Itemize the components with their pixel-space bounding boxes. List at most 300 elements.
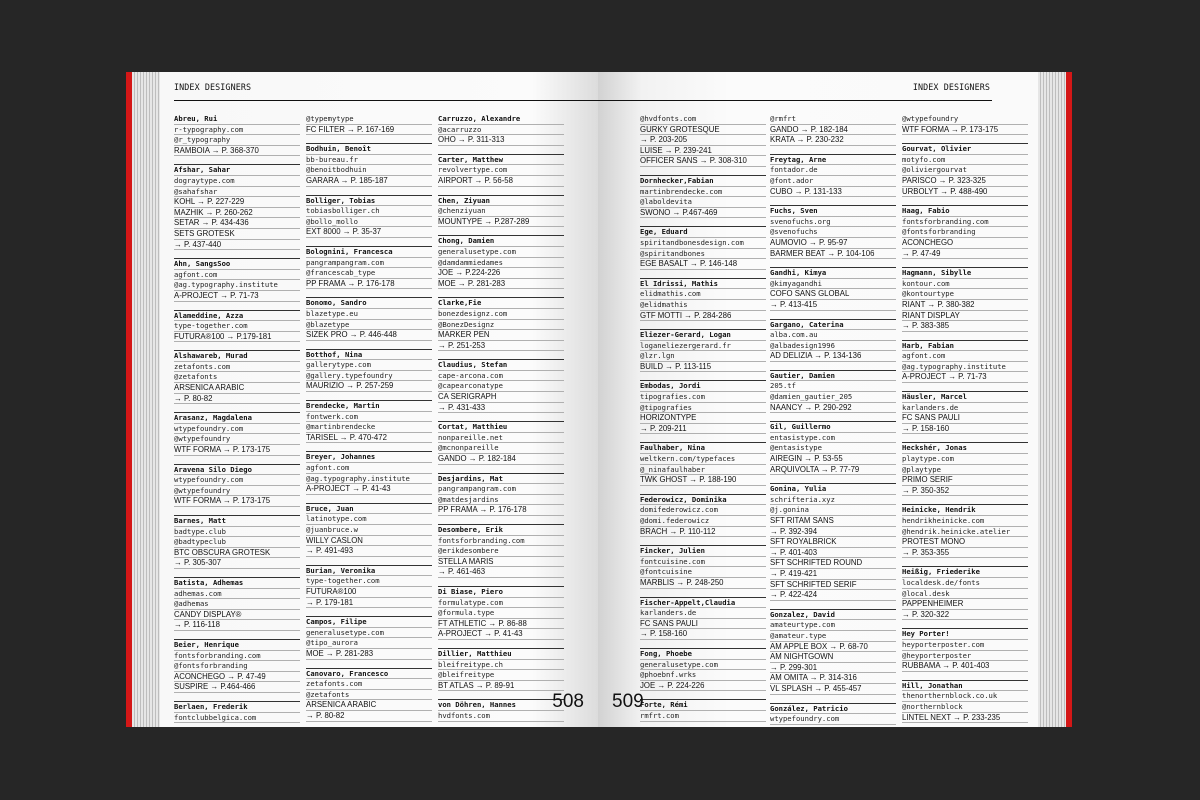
index-entry (438, 699, 564, 721)
contact-line: cape-arcona.com (438, 371, 564, 382)
contact-line: @BonezDesignz (438, 320, 564, 331)
contact-line: @kimyagandhi (770, 279, 896, 290)
index-entry (770, 114, 896, 146)
contact-line: @tipografies (640, 403, 766, 414)
designer-name: Eliezer-Gerard, Logan (640, 330, 766, 341)
contact-line: @playtype (902, 465, 1028, 476)
designer-name: Clarke,Fie (438, 298, 564, 309)
typeface-reference: TWK GHOST → P. 188-190 (640, 475, 766, 486)
typeface-reference: FUTURA®100 (306, 587, 432, 598)
index-entry (770, 319, 896, 362)
contact-line: bleifreitype.ch (438, 660, 564, 671)
index-entry (174, 114, 300, 156)
designer-name: Arasanz, Magdalena (174, 413, 300, 424)
typeface-reference: ACONCHEGO → P. 47-49 (174, 672, 300, 683)
designer-name: Faulhaber, Nina (640, 443, 766, 454)
designer-name: Dornhecker,Fabian (640, 176, 766, 187)
contact-line: spiritandbonesdesign.com (640, 238, 766, 249)
typeface-reference: → P. 350-352 (902, 486, 1028, 497)
index-entry (902, 114, 1028, 135)
contact-line: @zetafonts (306, 690, 432, 701)
contact-line: thenorthernblock.co.uk (902, 691, 1028, 702)
contact-line: bb-bureau.fr (306, 155, 432, 166)
contact-line: nonpareille.net (438, 433, 564, 444)
typeface-reference: RUBBAMA → P. 401-403 (902, 661, 1028, 672)
typeface-reference: RAMBOIA → P. 368-370 (174, 146, 300, 157)
page-number: 508 (552, 691, 584, 712)
contact-line: @benoitbodhuin (306, 165, 432, 176)
red-edge-right (1066, 72, 1072, 727)
contact-line: @wtypefoundry (902, 114, 1028, 125)
designer-name: Breyer, Johannes (306, 452, 432, 463)
typeface-reference: BUILD → P. 113-115 (640, 362, 766, 373)
contact-line: fontsforbranding.com (438, 536, 564, 547)
typeface-reference: AM APPLE BOX → P. 68-70 (770, 642, 896, 653)
designer-name: Forte, Rémi (640, 700, 766, 711)
contact-line: @matdesjardins (438, 495, 564, 506)
typeface-reference: AIRPORT → P. 56-58 (438, 176, 564, 187)
designer-name: Federowicz, Dominika (640, 495, 766, 506)
designer-name: Bruce, Juan (306, 504, 432, 515)
typeface-reference: OHO → P. 311-313 (438, 135, 564, 146)
typeface-reference: → P. 419-421 (770, 569, 896, 580)
typeface-reference: WTF FORMA → P. 173-175 (902, 125, 1028, 136)
contact-line: @spiritandbones (640, 249, 766, 260)
typeface-reference: SFT ROYALBRICK (770, 537, 896, 548)
contact-line: 205.tf (770, 381, 896, 392)
typeface-reference: COFO SANS GLOBAL (770, 289, 896, 300)
index-entry (438, 473, 564, 516)
contact-line: @laboldevita (640, 197, 766, 208)
typeface-reference: BRACH → P. 110-112 (640, 527, 766, 538)
index-entry (902, 267, 1028, 332)
typeface-reference: → P. 461-463 (438, 567, 564, 578)
designer-name: Chong, Damien (438, 236, 564, 247)
index-column (640, 114, 766, 727)
contact-line: entasistype.com (770, 433, 896, 444)
contact-line: @heyporterposter (902, 651, 1028, 662)
designer-name: Ahn, SangsSoo (174, 259, 300, 270)
contact-line: @wtypefoundry (174, 486, 300, 497)
designer-name: Gargano, Caterina (770, 320, 896, 331)
index-entry (640, 494, 766, 537)
typeface-reference: FC FILTER → P. 167-169 (306, 125, 432, 136)
typeface-reference: AM NIGHTGOWN (770, 652, 896, 663)
index-entry (902, 391, 1028, 434)
designer-name: Gandhi, Kimya (770, 268, 896, 279)
contact-line: @erikdesombere (438, 546, 564, 557)
typeface-reference: → P. 209-211 (640, 424, 766, 435)
index-entry (770, 205, 896, 259)
typeface-reference: FUTURA®100 → P.179-181 (174, 332, 300, 343)
index-entry (306, 616, 432, 659)
contact-line: formulatype.com (438, 598, 564, 609)
typeface-reference: SETS GROTESK (174, 229, 300, 240)
typeface-reference: BT ATLAS → P. 89-91 (438, 681, 564, 692)
contact-line: pangrampangram.com (306, 258, 432, 269)
designer-name: González, Patricio (770, 704, 896, 715)
typeface-reference: BTC OBSCURA GROTESK (174, 548, 300, 559)
contact-line: @chenziyuan (438, 206, 564, 217)
designer-name: Campos, Filipe (306, 617, 432, 628)
designer-name: Heinicke, Hendrik (902, 505, 1028, 516)
typeface-reference: MOUNTYPE → P.287-289 (438, 217, 564, 228)
index-entry (306, 114, 432, 135)
designer-name: Ege, Eduard (640, 227, 766, 238)
index-entry (438, 297, 564, 351)
contact-line: badtype.club (174, 527, 300, 538)
contact-line: @phoebnf.wrks (640, 670, 766, 681)
typeface-reference: → P. 320-322 (902, 610, 1028, 621)
right-page (598, 72, 1038, 727)
contact-line: zetafonts.com (174, 362, 300, 373)
designer-name: Desjardins, Mat (438, 474, 564, 485)
typeface-reference: OFFICER SANS → P. 308-310 (640, 156, 766, 167)
designer-name: Fincker, Julien (640, 546, 766, 557)
designer-name: El Idrissi, Mathis (640, 279, 766, 290)
typeface-reference: STELLA MARIS (438, 557, 564, 568)
designer-name: Canovaro, Francesco (306, 669, 432, 680)
header-rule (174, 100, 598, 101)
contact-line: kontour.com (902, 279, 1028, 290)
designer-name: Gonzalez, David (770, 610, 896, 621)
designer-name: Di Biase, Piero (438, 587, 564, 598)
designer-name: Afshar, Sahar (174, 165, 300, 176)
typeface-reference: ARSENICA ARABIC (306, 700, 432, 711)
typeface-reference: → P. 158-160 (902, 424, 1028, 435)
contact-line: @zetafonts (174, 372, 300, 383)
contact-line: fontsforbranding.com (902, 217, 1028, 228)
typeface-reference: PROTEST MONO (902, 537, 1028, 548)
designer-name: Abreu, Rui (174, 114, 300, 125)
index-entry (640, 380, 766, 434)
contact-line: generalusetype.com (438, 247, 564, 258)
designer-name: Botthof, Nina (306, 350, 432, 361)
typeface-reference: BARMER BEAT → P. 104-106 (770, 249, 896, 260)
index-entry (438, 154, 564, 187)
contact-line: @fontsforbranding (902, 227, 1028, 238)
typeface-reference: EXT 8000 → P. 35-37 (306, 227, 432, 238)
contact-line: amateurtype.com (770, 620, 896, 631)
typeface-reference: MARBLIS → P. 248-250 (640, 578, 766, 589)
typeface-reference: → P. 422-424 (770, 590, 896, 601)
contact-line: @francescab_type (306, 268, 432, 279)
typeface-reference: KOHL → P. 227-229 (174, 197, 300, 208)
contact-line: @tipo_aurora (306, 638, 432, 649)
designer-name: Alameddine, Azza (174, 311, 300, 322)
typeface-reference: PRIMO SERIF (902, 475, 1028, 486)
contact-line: tipografies.com (640, 392, 766, 403)
index-entry (770, 609, 896, 695)
contact-line: rmfrt.com (640, 711, 766, 722)
contact-line: alba.com.au (770, 330, 896, 341)
typeface-reference: MAURIZIO → P. 257-259 (306, 381, 432, 392)
typeface-reference: MOE → P. 281-283 (306, 649, 432, 660)
typeface-reference: HORIZONTYPE (640, 413, 766, 424)
index-entry (438, 195, 564, 228)
index-entry (438, 648, 564, 691)
index-entry (174, 515, 300, 569)
typeface-reference: GANDO → P. 182-184 (770, 125, 896, 136)
typeface-reference: RIANT → P. 380-382 (902, 300, 1028, 311)
typeface-reference: SFT SCHRIFTED SERIF (770, 580, 896, 591)
open-book (126, 72, 1072, 727)
designer-name: Barnes, Matt (174, 516, 300, 527)
index-entry (306, 400, 432, 443)
contact-line: agfont.com (902, 351, 1028, 362)
designer-name: Bonomo, Sandro (306, 298, 432, 309)
typeface-reference: → P. 431-433 (438, 403, 564, 414)
contact-line: @fontcuisine (640, 567, 766, 578)
designer-name: Carruzzo, Alexandre (438, 114, 564, 125)
typeface-reference: VL SPLASH → P. 455-457 (770, 684, 896, 695)
designer-name: von Döhren, Hannes (438, 700, 564, 711)
typeface-reference: PP FRAMA → P. 176-178 (438, 505, 564, 516)
designer-name: Gil, Guillermo (770, 422, 896, 433)
contact-line: elidmathis.com (640, 289, 766, 300)
index-entry (174, 310, 300, 343)
typeface-reference: WILLY CASLON (306, 536, 432, 547)
index-entry (640, 278, 766, 321)
contact-line: @oliviergourvat (902, 165, 1028, 176)
contact-line: @r_typography (174, 135, 300, 146)
index-entry (174, 412, 300, 455)
designer-name: Cortat, Matthieu (438, 422, 564, 433)
typeface-reference: SETAR → P. 434-436 (174, 218, 300, 229)
index-entry (174, 164, 300, 250)
contact-line: motyfo.com (902, 155, 1028, 166)
contact-line: @typemytype (306, 114, 432, 125)
contact-line: bonezdesignz.com (438, 309, 564, 320)
index-entry (174, 464, 300, 507)
index-entry (306, 297, 432, 340)
index-column (770, 114, 896, 727)
typeface-reference: LUISE → P. 239-241 (640, 146, 766, 157)
contact-line: @ag.typography.institute (306, 474, 432, 485)
typeface-reference: GANDO → P. 182-184 (438, 454, 564, 465)
index-entry (770, 267, 896, 310)
contact-line: domifederowicz.com (640, 505, 766, 516)
contact-line: @amateur.type (770, 631, 896, 642)
contact-line: agfont.com (306, 463, 432, 474)
designer-name: Gonina, Yulia (770, 484, 896, 495)
typeface-reference: MAZHIK → P. 260-262 (174, 208, 300, 219)
contact-line: @badtypeclub (174, 537, 300, 548)
designer-name: Hill, Jonathan (902, 681, 1028, 692)
contact-line: @bollo_mollo (306, 217, 432, 228)
designer-name: Chen, Ziyuan (438, 196, 564, 207)
typeface-reference: MARKER PEN (438, 330, 564, 341)
typeface-reference: → P. 392-394 (770, 527, 896, 538)
designer-name: Berlaen, Frederik (174, 702, 300, 713)
contact-line: svenofuchs.org (770, 217, 896, 228)
contact-line: generalusetype.com (306, 628, 432, 639)
contact-line: @adhemas (174, 599, 300, 610)
contact-line: @_ninafaulhaber (640, 465, 766, 476)
index-entry (438, 421, 564, 464)
contact-line: @local.desk (902, 589, 1028, 600)
designer-name: Alshawareb, Murad (174, 351, 300, 362)
contact-line: @albadesign1996 (770, 341, 896, 352)
typeface-reference: ARQUIVOLTA → P. 77-79 (770, 465, 896, 476)
typeface-reference: ARSENICA ARABIC (174, 383, 300, 394)
contact-line: wtypefoundry.com (174, 424, 300, 435)
index-entry (306, 195, 432, 238)
typeface-reference: SFT SCHRIFTED ROUND (770, 558, 896, 569)
contact-line: fontclubbelgica.com (174, 713, 300, 724)
typeface-reference: FT ATHLETIC → P. 86-88 (438, 619, 564, 630)
typeface-reference: NAANCY → P. 290-292 (770, 403, 896, 414)
index-entry (306, 668, 432, 722)
typeface-reference: AUMOVIO → P. 95-97 (770, 238, 896, 249)
typeface-reference: → P. 203-205 (640, 135, 766, 146)
typeface-reference: SIZEK PRO → P. 446-448 (306, 330, 432, 341)
running-head: INDEX DESIGNERS (174, 82, 252, 92)
designer-name: Hagmann, Sibylle (902, 268, 1028, 279)
index-entry (306, 565, 432, 608)
index-entry (770, 421, 896, 475)
typeface-reference: → P. 413-415 (770, 300, 896, 311)
designer-name: Embodas, Jordi (640, 381, 766, 392)
typeface-reference: JOE → P. 224-226 (640, 681, 766, 692)
index-entry (306, 143, 432, 186)
typeface-reference: → P. 158-160 (640, 629, 766, 640)
index-column (174, 114, 300, 727)
designer-name: Gourvat, Olivier (902, 144, 1028, 155)
typeface-reference: A-PROJECT → P. 41-43 (306, 484, 432, 495)
contact-line: @blazetype (306, 320, 432, 331)
typeface-reference: CUBO → P. 131-133 (770, 187, 896, 198)
typeface-reference: → P. 80-82 (306, 711, 432, 722)
typeface-reference: GURKY GROTESQUE (640, 125, 766, 136)
designer-name: Dillier, Matthieu (438, 649, 564, 660)
typeface-reference: MOE → P. 281-283 (438, 279, 564, 290)
typeface-reference: AIREGIN → P. 53-55 (770, 454, 896, 465)
typeface-reference: → P. 80-82 (174, 394, 300, 405)
index-entry (640, 545, 766, 588)
designer-name: Freytag, Arne (770, 155, 896, 166)
contact-line: @font.ador (770, 176, 896, 187)
typeface-reference: WTF FORMA → P. 173-175 (174, 445, 300, 456)
typeface-reference: URBOLYT → P. 488-490 (902, 187, 1028, 198)
contact-line: r-typography.com (174, 125, 300, 136)
index-entry (640, 442, 766, 485)
index-entry (640, 226, 766, 269)
index-column (902, 114, 1028, 727)
index-entry (640, 699, 766, 721)
designer-name: Desombere, Erik (438, 525, 564, 536)
typeface-reference: SWONO → P.467-469 (640, 208, 766, 219)
typeface-reference: RIANT DISPLAY (902, 311, 1028, 322)
contact-line: agfont.com (174, 270, 300, 281)
typeface-reference: WTF FORMA → P. 173-175 (174, 496, 300, 507)
typeface-reference: PP FRAMA → P. 176-178 (306, 279, 432, 290)
contact-line: fontcuisine.com (640, 557, 766, 568)
typeface-reference: → P. 437-440 (174, 240, 300, 251)
index-entry (438, 586, 564, 640)
typeface-reference: → P. 299-301 (770, 663, 896, 674)
designer-name: Gautier, Damien (770, 371, 896, 382)
index-entry (770, 483, 896, 601)
typeface-reference: A-PROJECT → P. 71-73 (902, 372, 1028, 383)
index-entry (770, 370, 896, 413)
contact-line: weltkern.com/typefaces (640, 454, 766, 465)
index-entry (902, 628, 1028, 671)
contact-line: loganeliezergerard.fr (640, 341, 766, 352)
contact-line: @rmfrt (770, 114, 896, 125)
designer-name: Burian, Veronika (306, 566, 432, 577)
contact-line: tobiasbolliger.ch (306, 206, 432, 217)
typeface-reference: AM OMITA → P. 314-316 (770, 673, 896, 684)
index-entry (902, 340, 1028, 383)
designer-name: Bolognini, Francesca (306, 247, 432, 258)
contact-line: @svenofuchs (770, 227, 896, 238)
header-rule (598, 100, 992, 101)
typeface-reference: PAPPENHEIMER (902, 599, 1028, 610)
contact-line: @damdammiedames (438, 258, 564, 269)
contact-line: @hvdfonts.com (640, 114, 766, 125)
typeface-reference: PARISCO → P. 323-325 (902, 176, 1028, 187)
index-entry (306, 349, 432, 392)
index-entry (174, 350, 300, 404)
contact-line: @lzr.lgn (640, 351, 766, 362)
contact-line: karlanders.de (902, 403, 1028, 414)
index-entry (902, 680, 1028, 723)
contact-line: fontwerk.com (306, 412, 432, 423)
typeface-reference: → P. 47-49 (902, 249, 1028, 260)
contact-line: @mcnonpareille (438, 443, 564, 454)
typeface-reference: → P. 179-181 (306, 598, 432, 609)
typeface-reference: GARARA → P. 185-187 (306, 176, 432, 187)
index-entry (306, 246, 432, 289)
index-entry (438, 114, 564, 146)
contact-line: @gallery.typefoundry (306, 371, 432, 382)
contact-line: @kontourtype (902, 289, 1028, 300)
index-entry (902, 442, 1028, 496)
designer-name: Bolliger, Tobias (306, 196, 432, 207)
designer-name: Carter, Matthew (438, 155, 564, 166)
typeface-reference: → P. 305-307 (174, 558, 300, 569)
contact-line: hendrikheinicke.com (902, 516, 1028, 527)
contact-line: fontsforbranding.com (174, 651, 300, 662)
contact-line: heyporterposter.com (902, 640, 1028, 651)
contact-line: fontador.de (770, 165, 896, 176)
index-column (306, 114, 432, 727)
contact-line: @fontsforbranding (174, 661, 300, 672)
index-entry (640, 329, 766, 372)
contact-line: latinotype.com (306, 514, 432, 525)
index-entry (174, 577, 300, 631)
index-entry (174, 258, 300, 301)
typeface-reference: TARISEL → P. 470-472 (306, 433, 432, 444)
contact-line: dograytype.com (174, 176, 300, 187)
contact-line: type-together.com (306, 576, 432, 587)
designer-name: Harb, Fabian (902, 341, 1028, 352)
contact-line: revolvertype.com (438, 165, 564, 176)
contact-line: @sahafshar (174, 187, 300, 198)
index-entry (640, 597, 766, 640)
designer-name: Fischer-Appelt,Claudia (640, 598, 766, 609)
designer-name: Aravena Silo Diego (174, 465, 300, 476)
contact-line: zetafonts.com (306, 679, 432, 690)
index-entry (438, 235, 564, 289)
index-entry (640, 175, 766, 218)
contact-line: @juanbruce.w (306, 525, 432, 536)
contact-line: playtype.com (902, 454, 1028, 465)
left-page (160, 72, 598, 727)
page-number: 509 (612, 691, 644, 712)
contact-line: adhemas.com (174, 589, 300, 600)
